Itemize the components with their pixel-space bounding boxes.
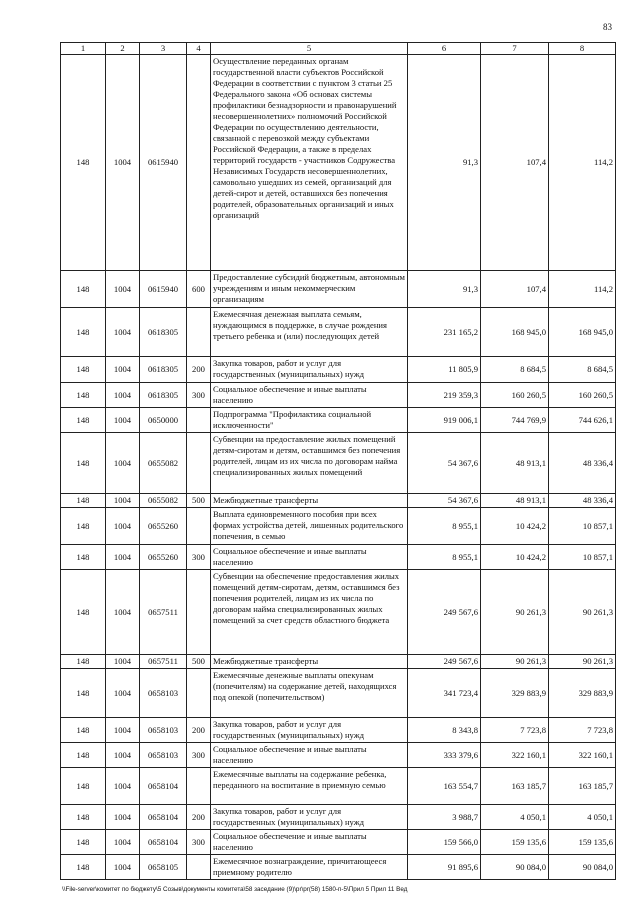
target-article: 0658103 bbox=[140, 718, 187, 743]
item-description: Субвенции на предоставление жилых помещений детям-сиротам и детям, оставшимся без попечения родителей, лицам из их числа по договорам найма специализированных жилых помещений bbox=[211, 433, 408, 494]
target-article: 0615940 bbox=[140, 55, 187, 271]
amount-col-6: 91,3 bbox=[408, 55, 481, 271]
col-header-4: 4 bbox=[187, 43, 211, 55]
amount-col-6: 163 554,7 bbox=[408, 768, 481, 805]
col-header-3: 3 bbox=[140, 43, 187, 55]
section-code: 1004 bbox=[106, 308, 140, 357]
amount-col-8: 90 084,0 bbox=[549, 855, 616, 880]
target-article: 0618305 bbox=[140, 383, 187, 408]
expense-type: 500 bbox=[187, 494, 211, 508]
table-row bbox=[61, 830, 616, 855]
admin-code: 148 bbox=[61, 855, 106, 880]
amount-col-7: 90 261,3 bbox=[481, 570, 549, 655]
table-row bbox=[61, 718, 616, 743]
amount-col-6: 919 006,1 bbox=[408, 408, 481, 433]
admin-code: 148 bbox=[61, 718, 106, 743]
amount-col-7: 4 050,1 bbox=[481, 805, 549, 830]
admin-code: 148 bbox=[61, 55, 106, 271]
amount-col-8: 7 723,8 bbox=[549, 718, 616, 743]
table-row bbox=[61, 805, 616, 830]
amount-col-7: 168 945,0 bbox=[481, 308, 549, 357]
expense-type: 600 bbox=[187, 271, 211, 308]
expense-type bbox=[187, 408, 211, 433]
amount-col-8: 160 260,5 bbox=[549, 383, 616, 408]
amount-col-7: 48 913,1 bbox=[481, 433, 549, 494]
section-code: 1004 bbox=[106, 830, 140, 855]
target-article: 0655082 bbox=[140, 494, 187, 508]
table-row bbox=[61, 669, 616, 718]
section-code: 1004 bbox=[106, 545, 140, 570]
col-header-6: 6 bbox=[408, 43, 481, 55]
section-code: 1004 bbox=[106, 55, 140, 271]
amount-col-6: 8 955,1 bbox=[408, 508, 481, 545]
expense-type bbox=[187, 508, 211, 545]
amount-col-7: 107,4 bbox=[481, 271, 549, 308]
amount-col-8: 114,2 bbox=[549, 55, 616, 271]
item-description: Осуществление переданных органам государственной власти субъектов Российской Федерации в соответствии с пунктом 3 статьи 25 Федерального закона «Об основах системы профилактики безнадзорности и правонарушений несовершеннолетних» полномочий Российской Федерации по осуществлению деятельности, связанной с перевозкой между субъектами Российской Федерации, а также в пределах территорий государств - участников Содружества Независимых Государств несовершеннолетних, самовольно ушедших из семей, организаций для детей-сирот и детей, оставшихся без попечения родителей, образовательных организаций и иных организаций bbox=[211, 55, 408, 271]
target-article: 0658103 bbox=[140, 669, 187, 718]
admin-code: 148 bbox=[61, 768, 106, 805]
table-row bbox=[61, 855, 616, 880]
expense-type bbox=[187, 308, 211, 357]
expense-type: 300 bbox=[187, 830, 211, 855]
item-description: Предоставление субсидий бюджетным, автономным учреждениям и иным некоммерческим организациям bbox=[211, 271, 408, 308]
target-article: 0655260 bbox=[140, 508, 187, 545]
col-header-2: 2 bbox=[106, 43, 140, 55]
section-code: 1004 bbox=[106, 855, 140, 880]
item-description: Закупка товаров, работ и услуг для государственных (муниципальных) нужд bbox=[211, 357, 408, 383]
item-description: Межбюджетные трансферты bbox=[211, 655, 408, 669]
amount-col-6: 11 805,9 bbox=[408, 357, 481, 383]
section-code: 1004 bbox=[106, 768, 140, 805]
amount-col-6: 8 343,8 bbox=[408, 718, 481, 743]
header-row bbox=[61, 43, 616, 55]
target-article: 0655082 bbox=[140, 433, 187, 494]
amount-col-6: 3 988,7 bbox=[408, 805, 481, 830]
section-code: 1004 bbox=[106, 383, 140, 408]
amount-col-6: 159 566,0 bbox=[408, 830, 481, 855]
col-header-7: 7 bbox=[481, 43, 549, 55]
item-description: Межбюджетные трансферты bbox=[211, 494, 408, 508]
budget-table bbox=[60, 42, 616, 880]
item-description: Ежемесячные выплаты на содержание ребенка, переданного на воспитание в приемную семью bbox=[211, 768, 408, 805]
amount-col-8: 8 684,5 bbox=[549, 357, 616, 383]
item-description: Закупка товаров, работ и услуг для государственных (муниципальных) нужд bbox=[211, 805, 408, 830]
amount-col-8: 10 857,1 bbox=[549, 545, 616, 570]
admin-code: 148 bbox=[61, 830, 106, 855]
section-code: 1004 bbox=[106, 271, 140, 308]
amount-col-6: 8 955,1 bbox=[408, 545, 481, 570]
admin-code: 148 bbox=[61, 433, 106, 494]
table-row bbox=[61, 508, 616, 545]
page-number: 83 bbox=[603, 22, 612, 32]
expense-type: 200 bbox=[187, 718, 211, 743]
expense-type bbox=[187, 669, 211, 718]
item-description: Социальное обеспечение и иные выплаты населению bbox=[211, 743, 408, 768]
table-row bbox=[61, 357, 616, 383]
amount-col-7: 90 261,3 bbox=[481, 655, 549, 669]
amount-col-6: 231 165,2 bbox=[408, 308, 481, 357]
target-article: 0650000 bbox=[140, 408, 187, 433]
amount-col-8: 90 261,3 bbox=[549, 570, 616, 655]
amount-col-8: 329 883,9 bbox=[549, 669, 616, 718]
amount-col-7: 90 084,0 bbox=[481, 855, 549, 880]
col-header-1: 1 bbox=[61, 43, 106, 55]
section-code: 1004 bbox=[106, 494, 140, 508]
table-row bbox=[61, 743, 616, 768]
amount-col-6: 54 367,6 bbox=[408, 494, 481, 508]
target-article: 0658103 bbox=[140, 743, 187, 768]
amount-col-7: 159 135,6 bbox=[481, 830, 549, 855]
admin-code: 148 bbox=[61, 494, 106, 508]
amount-col-6: 219 359,3 bbox=[408, 383, 481, 408]
table-row bbox=[61, 768, 616, 805]
admin-code: 148 bbox=[61, 655, 106, 669]
admin-code: 148 bbox=[61, 545, 106, 570]
col-header-8: 8 bbox=[549, 43, 616, 55]
admin-code: 148 bbox=[61, 271, 106, 308]
target-article: 0658104 bbox=[140, 830, 187, 855]
section-code: 1004 bbox=[106, 805, 140, 830]
section-code: 1004 bbox=[106, 655, 140, 669]
amount-col-6: 249 567,6 bbox=[408, 655, 481, 669]
item-description: Социальное обеспечение и иные выплаты населению bbox=[211, 830, 408, 855]
amount-col-6: 91 895,6 bbox=[408, 855, 481, 880]
table-row bbox=[61, 408, 616, 433]
target-article: 0618305 bbox=[140, 308, 187, 357]
amount-col-6: 91,3 bbox=[408, 271, 481, 308]
section-code: 1004 bbox=[106, 718, 140, 743]
table-row bbox=[61, 271, 616, 308]
amount-col-7: 160 260,5 bbox=[481, 383, 549, 408]
table-row bbox=[61, 494, 616, 508]
amount-col-7: 10 424,2 bbox=[481, 508, 549, 545]
table-row bbox=[61, 308, 616, 357]
target-article: 0658105 bbox=[140, 855, 187, 880]
amount-col-7: 107,4 bbox=[481, 55, 549, 271]
target-article: 0658104 bbox=[140, 768, 187, 805]
amount-col-8: 10 857,1 bbox=[549, 508, 616, 545]
table-row bbox=[61, 545, 616, 570]
amount-col-8: 159 135,6 bbox=[549, 830, 616, 855]
expense-type bbox=[187, 570, 211, 655]
amount-col-8: 744 626,1 bbox=[549, 408, 616, 433]
expense-type: 200 bbox=[187, 805, 211, 830]
section-code: 1004 bbox=[106, 570, 140, 655]
section-code: 1004 bbox=[106, 508, 140, 545]
expense-type: 500 bbox=[187, 655, 211, 669]
table-row bbox=[61, 55, 616, 271]
amount-col-7: 163 185,7 bbox=[481, 768, 549, 805]
section-code: 1004 bbox=[106, 669, 140, 718]
admin-code: 148 bbox=[61, 805, 106, 830]
admin-code: 148 bbox=[61, 357, 106, 383]
amount-col-7: 744 769,9 bbox=[481, 408, 549, 433]
file-path-footer: \\File-server\комитет по бюджету\5 Созыв\документы комитета\58 заседание (9)\pr\pr(58) 1580-п-5\Прил 5 Прил 11 Вед bbox=[62, 886, 408, 893]
amount-col-8: 4 050,1 bbox=[549, 805, 616, 830]
amount-col-7: 322 160,1 bbox=[481, 743, 549, 768]
expense-type: 300 bbox=[187, 743, 211, 768]
amount-col-6: 54 367,6 bbox=[408, 433, 481, 494]
expense-type bbox=[187, 768, 211, 805]
section-code: 1004 bbox=[106, 408, 140, 433]
amount-col-8: 322 160,1 bbox=[549, 743, 616, 768]
admin-code: 148 bbox=[61, 508, 106, 545]
amount-col-6: 333 379,6 bbox=[408, 743, 481, 768]
item-description: Выплата единовременного пособия при всех формах устройства детей, лишенных родительского попечения, в семью bbox=[211, 508, 408, 545]
admin-code: 148 bbox=[61, 669, 106, 718]
amount-col-8: 163 185,7 bbox=[549, 768, 616, 805]
target-article: 0618305 bbox=[140, 357, 187, 383]
amount-col-7: 48 913,1 bbox=[481, 494, 549, 508]
item-description: Ежемесячная денежная выплата семьям, нуждающимся в поддержке, в случае рождения третьего ребенка и (или) последующих детей bbox=[211, 308, 408, 357]
table-row bbox=[61, 570, 616, 655]
item-description: Закупка товаров, работ и услуг для государственных (муниципальных) нужд bbox=[211, 718, 408, 743]
admin-code: 148 bbox=[61, 570, 106, 655]
section-code: 1004 bbox=[106, 433, 140, 494]
admin-code: 148 bbox=[61, 308, 106, 357]
admin-code: 148 bbox=[61, 408, 106, 433]
amount-col-8: 90 261,3 bbox=[549, 655, 616, 669]
col-header-5: 5 bbox=[211, 43, 408, 55]
expense-type bbox=[187, 433, 211, 494]
amount-col-7: 10 424,2 bbox=[481, 545, 549, 570]
table-row bbox=[61, 383, 616, 408]
table-row bbox=[61, 433, 616, 494]
amount-col-8: 48 336,4 bbox=[549, 494, 616, 508]
item-description: Социальное обеспечение и иные выплаты населению bbox=[211, 383, 408, 408]
amount-col-7: 8 684,5 bbox=[481, 357, 549, 383]
section-code: 1004 bbox=[106, 743, 140, 768]
amount-col-8: 168 945,0 bbox=[549, 308, 616, 357]
amount-col-8: 114,2 bbox=[549, 271, 616, 308]
item-description: Субвенции на обеспечение предоставления жилых помещений детям-сиротам, детям, оставшимся без попечения родителей, лицам из их числа по договорам найма специализированных жилых помещений за счет средств областного бюджета bbox=[211, 570, 408, 655]
target-article: 0615940 bbox=[140, 271, 187, 308]
amount-col-6: 341 723,4 bbox=[408, 669, 481, 718]
item-description: Социальное обеспечение и иные выплаты населению bbox=[211, 545, 408, 570]
table-row bbox=[61, 655, 616, 669]
expense-type bbox=[187, 55, 211, 271]
target-article: 0657511 bbox=[140, 570, 187, 655]
amount-col-6: 249 567,6 bbox=[408, 570, 481, 655]
target-article: 0658104 bbox=[140, 805, 187, 830]
target-article: 0657511 bbox=[140, 655, 187, 669]
item-description: Ежемесячное вознаграждение, причитающееся приемному родителю bbox=[211, 855, 408, 880]
expense-type bbox=[187, 855, 211, 880]
item-description: Подпрограмма "Профилактика социальной исключенности" bbox=[211, 408, 408, 433]
expense-type: 300 bbox=[187, 383, 211, 408]
section-code: 1004 bbox=[106, 357, 140, 383]
admin-code: 148 bbox=[61, 383, 106, 408]
item-description: Ежемесячные денежные выплаты опекунам (попечителям) на содержание детей, находящихся под опекой (попечительством) bbox=[211, 669, 408, 718]
expense-type: 200 bbox=[187, 357, 211, 383]
admin-code: 148 bbox=[61, 743, 106, 768]
amount-col-7: 329 883,9 bbox=[481, 669, 549, 718]
target-article: 0655260 bbox=[140, 545, 187, 570]
expense-type: 300 bbox=[187, 545, 211, 570]
amount-col-7: 7 723,8 bbox=[481, 718, 549, 743]
amount-col-8: 48 336,4 bbox=[549, 433, 616, 494]
